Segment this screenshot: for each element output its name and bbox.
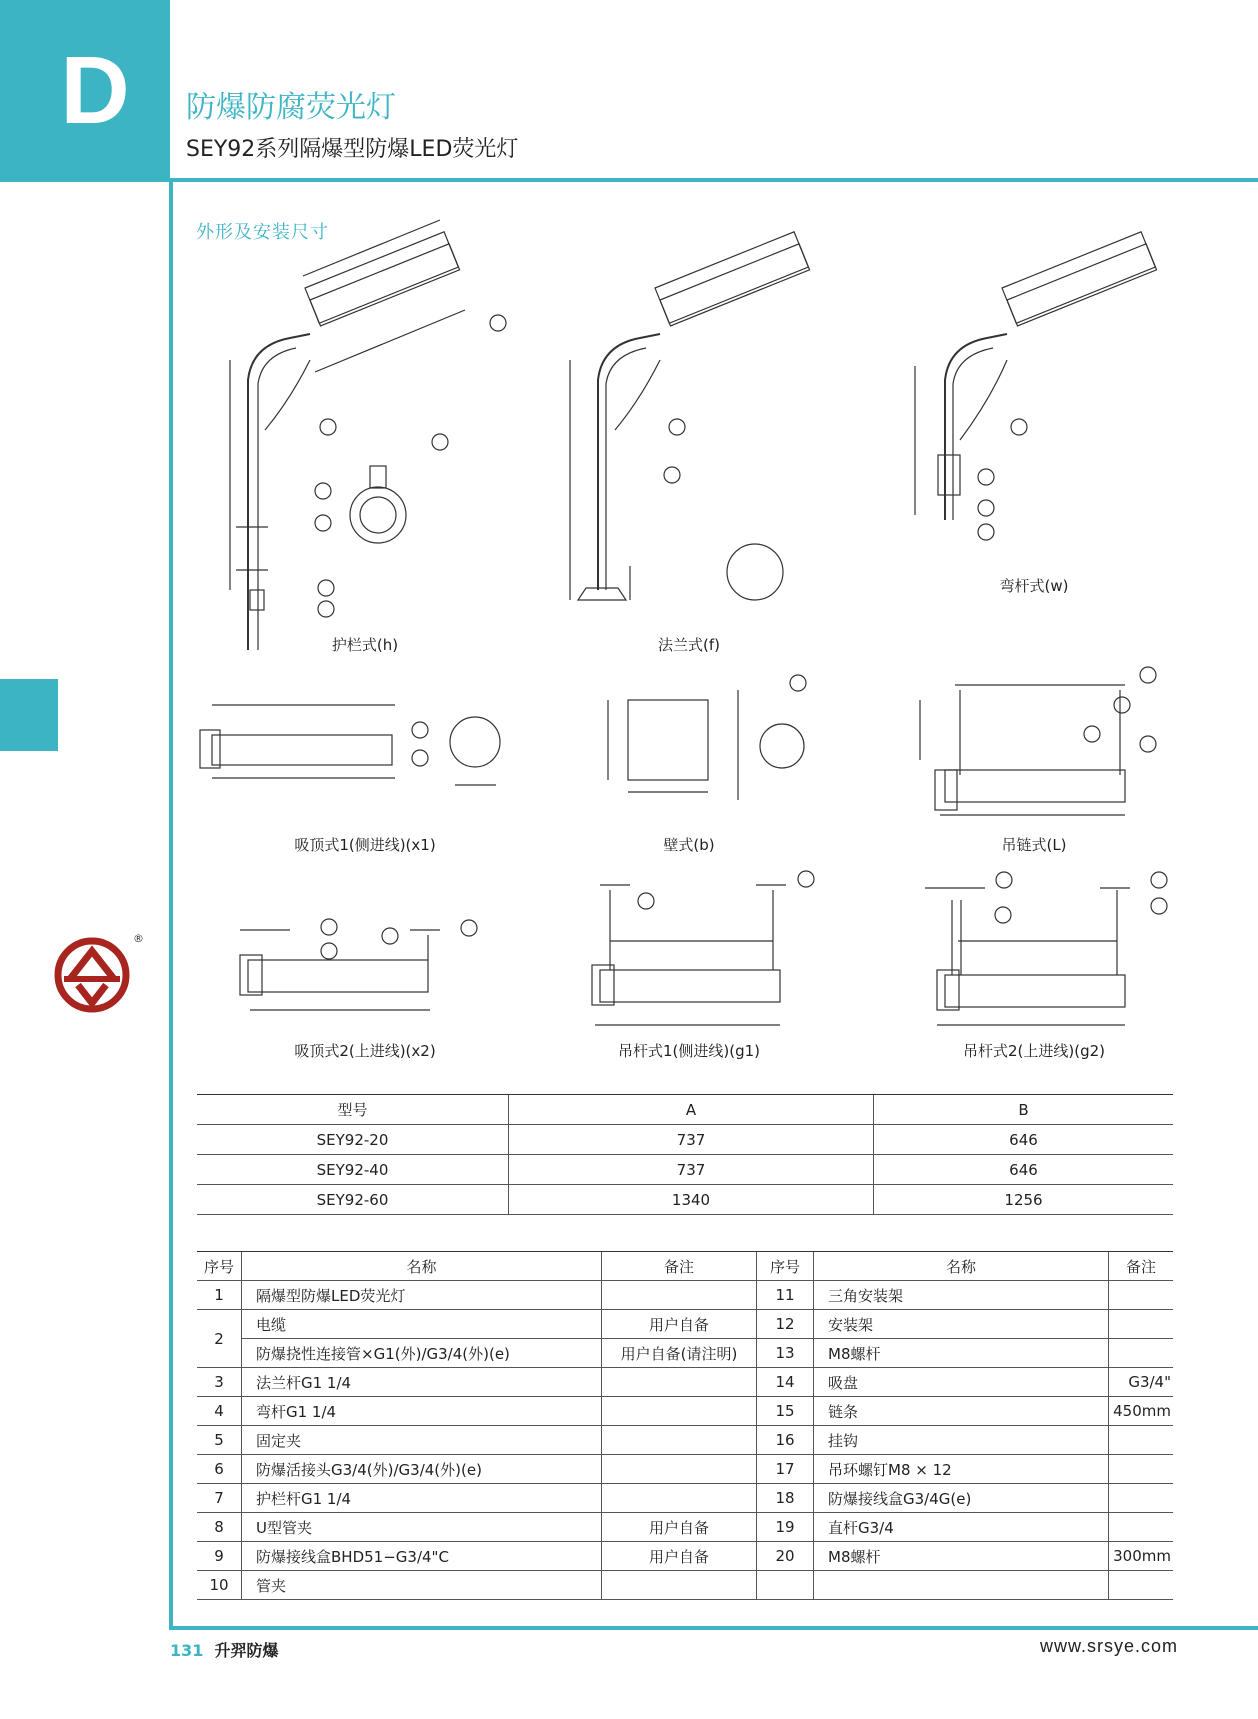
caption-l: 吊链式(L) — [1001, 836, 1067, 854]
drawing-ceiling-mount-1 — [200, 705, 500, 785]
col-a: A — [509, 1095, 874, 1125]
table-row: 10 管夹 — [197, 1571, 1173, 1600]
drawing-pendant-1 — [592, 871, 814, 1025]
table-row: 6 防爆活接头G3/4(外)/G3/4(外)(e) 17 吊环螺钉M8 × 12 — [197, 1455, 1173, 1484]
drawing-wall-mount — [608, 675, 806, 800]
table-row: SEY92-40 737 646 — [197, 1155, 1173, 1185]
drawing-pendant-2 — [925, 872, 1167, 1025]
caption-h: 护栏式(h) — [331, 636, 399, 654]
table-row: 9 防爆接线盒BHD51−G3/4"C 用户自备 20 M8螺杆 300mm — [197, 1542, 1173, 1571]
parts-table — [197, 1251, 1173, 1600]
registered-mark: ® — [133, 932, 144, 945]
col-model: 型号 — [197, 1095, 509, 1125]
chapter-letter: D — [60, 37, 130, 144]
page-number: 131 — [170, 1641, 204, 1660]
table-row: 7 护栏杆G1 1/4 18 防爆接线盒G3/4G(e) — [197, 1484, 1173, 1513]
footer-brand: 升羿防爆 — [214, 1641, 279, 1660]
table-row: 1 隔爆型防爆LED荧光灯 11 三角安装架 — [197, 1281, 1173, 1310]
drawing-ceiling-mount-2 — [240, 919, 477, 1010]
table-row: 防爆挠性连接管×G1(外)/G3/4(外)(e) 用户自备(请注明) 13 M8螺杆 — [197, 1339, 1173, 1368]
drawing-bent-pole-mount — [915, 232, 1157, 540]
caption-g2: 吊杆式2(上进线)(g2) — [962, 1042, 1106, 1060]
caption-b: 壁式(b) — [663, 836, 715, 854]
footer-page — [170, 1638, 279, 1661]
caption-g1: 吊杆式1(侧进线)(g1) — [617, 1042, 761, 1060]
caption-x1: 吸顶式1(侧进线)(x1) — [294, 836, 436, 854]
section-title: 外形及安装尺寸 — [196, 222, 329, 243]
table-row: 5 固定夹 16 挂钩 — [197, 1426, 1173, 1455]
col-b: B — [874, 1095, 1174, 1125]
caption-w: 弯杆式(w) — [999, 577, 1069, 595]
page-subtitle: SEY92系列隔爆型防爆LED荧光灯 — [186, 137, 519, 162]
table-row: 3 法兰杆G1 1/4 14 吸盘 G3/4" — [197, 1368, 1173, 1397]
footer-website[interactable]: www.srsye.com — [1039, 1636, 1178, 1656]
table-row: 8 U型管夹 用户自备 19 直杆G3/4 — [197, 1513, 1173, 1542]
dimension-table — [197, 1094, 1173, 1215]
drawing-flange-mount — [570, 232, 810, 600]
parts-table-header: 序号 名称 备注 序号 名称 备注 — [197, 1252, 1173, 1281]
page-title: 防爆防腐荧光灯 — [186, 90, 396, 125]
table-row: 4 弯杆G1 1/4 15 链条 450mm — [197, 1397, 1173, 1426]
drawing-chain-mount — [920, 667, 1156, 815]
dimension-table-header — [197, 1095, 1173, 1125]
table-row: SEY92-60 1340 1256 — [197, 1185, 1173, 1215]
table-row: SEY92-20 737 646 — [197, 1125, 1173, 1155]
drawing-guardrail-mount — [230, 220, 506, 650]
caption-x2: 吸顶式2(上进线)(x2) — [294, 1042, 436, 1060]
table-row: 2 电缆 用户自备 12 安装架 — [197, 1310, 1173, 1339]
caption-f: 法兰式(f) — [658, 636, 720, 654]
